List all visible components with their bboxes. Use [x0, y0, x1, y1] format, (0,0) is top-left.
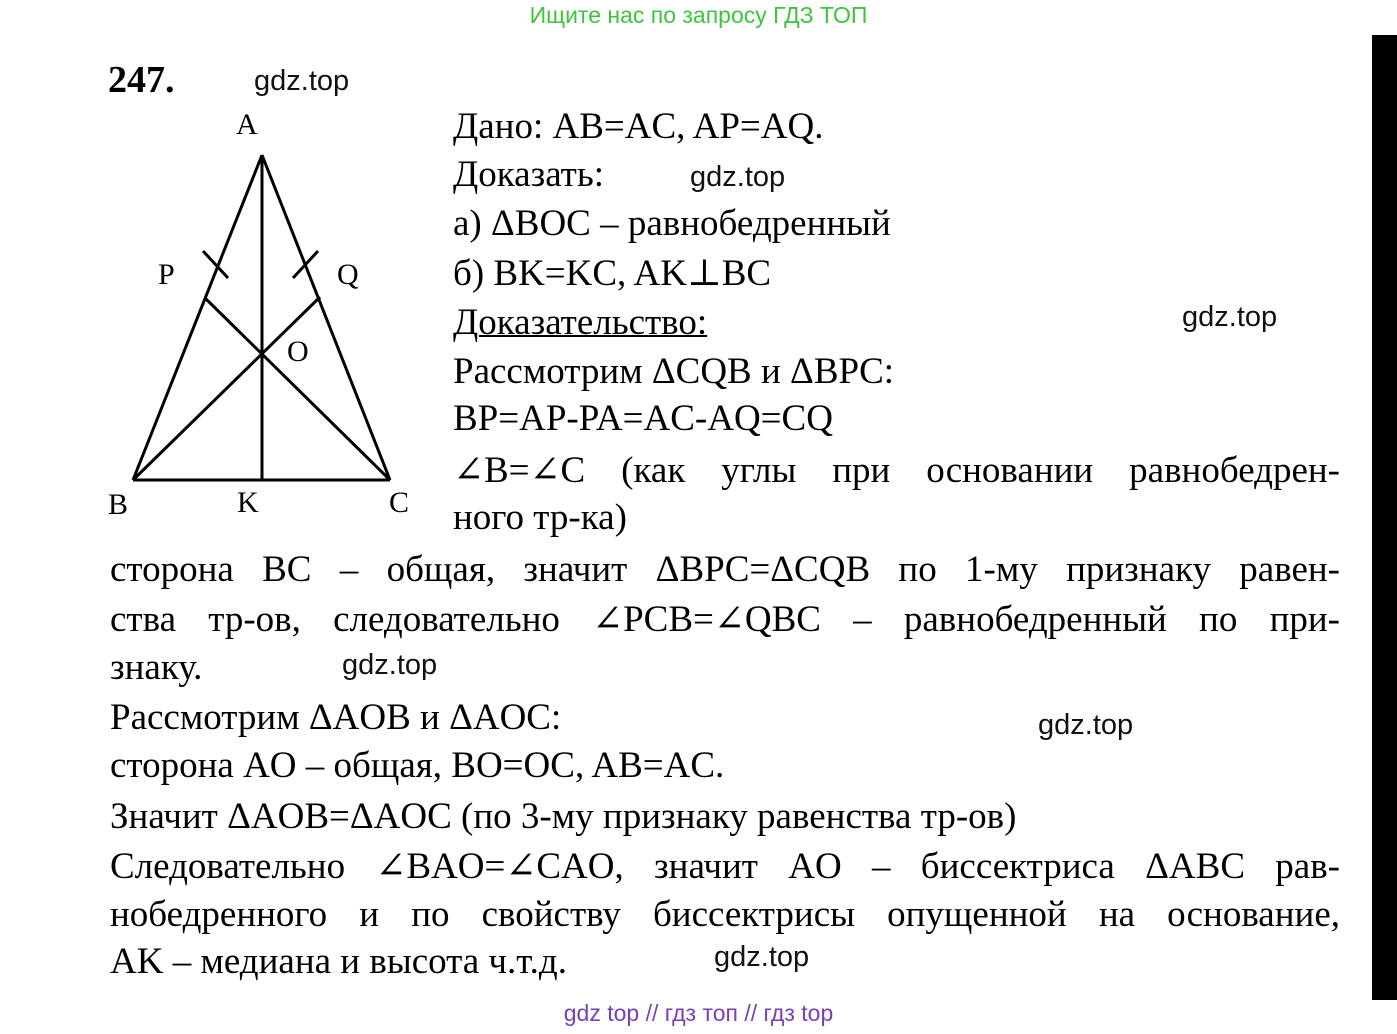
watermark: gdz.top — [714, 941, 810, 973]
proof-line: Рассмотрим ΔAOB и ΔAOC: — [110, 697, 562, 738]
prove-b: б) BK=KC, AK⊥BC — [453, 253, 772, 294]
proof-line: ного тр-ка) — [453, 497, 627, 538]
proof-heading-text: Доказательство: — [453, 302, 708, 343]
watermark: gdz.top — [254, 65, 350, 97]
watermark: gdz.top — [1182, 301, 1278, 333]
label-p: P — [158, 258, 175, 291]
proof-line: сторона AO – общая, BO=OC, AB=AC. — [110, 745, 725, 786]
proof-line: знаку. — [110, 647, 203, 688]
proof-line: Рассмотрим ΔCQB и ΔBPC: — [453, 351, 895, 392]
proof-line: Следовательно ∠BAO=∠CAO, значит AO – биссектриса ΔABC рав- — [110, 846, 1340, 887]
proof-line: AK – медиана и высота ч.т.д. — [110, 941, 567, 982]
watermark: gdz.top — [1038, 709, 1134, 741]
proof-line: нобедренного и по свойству биссектрисы опущенной на основание, — [110, 894, 1340, 935]
label-c: C — [389, 486, 410, 519]
watermark: gdz.top — [690, 161, 786, 193]
proof-line: ства тр-ов, следовательно ∠PCB=∠QBC – равнобедренный по при- — [110, 599, 1340, 640]
side-ac — [262, 155, 390, 480]
proof-heading — [453, 301, 707, 345]
proof-line: ∠B=∠C (как углы при основании равнобедрен- — [453, 450, 1340, 491]
proof-line: Значит ΔAOB=ΔAOC (по 3-му признаку равенства тр-ов) — [110, 796, 1017, 837]
triangle-figure — [0, 0, 460, 540]
label-k: K — [237, 486, 259, 519]
tick-q — [293, 251, 318, 278]
segment-bq — [133, 297, 320, 480]
side-ab — [133, 155, 262, 480]
given-line: Дано: AB=AC, AP=AQ. — [453, 106, 824, 147]
scan-edge — [1372, 35, 1397, 1000]
watermark: gdz.top — [342, 649, 438, 681]
label-q: Q — [337, 258, 359, 291]
prove-heading: Доказать: — [453, 154, 604, 195]
prove-a: а) ΔBOC – равнобедренный — [453, 203, 891, 244]
proof-line: BP=AP-PA=AC-AQ=CQ — [453, 398, 833, 439]
footer-links[interactable]: gdz top // гдз топ // гдз top — [563, 1000, 834, 1026]
label-b: B — [108, 488, 129, 521]
label-a: A — [236, 108, 258, 141]
search-banner: Ищите нас по запросу ГДЗ ТОП — [529, 2, 868, 28]
proof-line: сторона BC – общая, значит ΔBPC=ΔCQB по 1-му признаку равен- — [110, 549, 1340, 590]
problem-number: 247. — [108, 59, 175, 101]
label-o: O — [287, 335, 309, 368]
segment-cp — [205, 298, 390, 480]
